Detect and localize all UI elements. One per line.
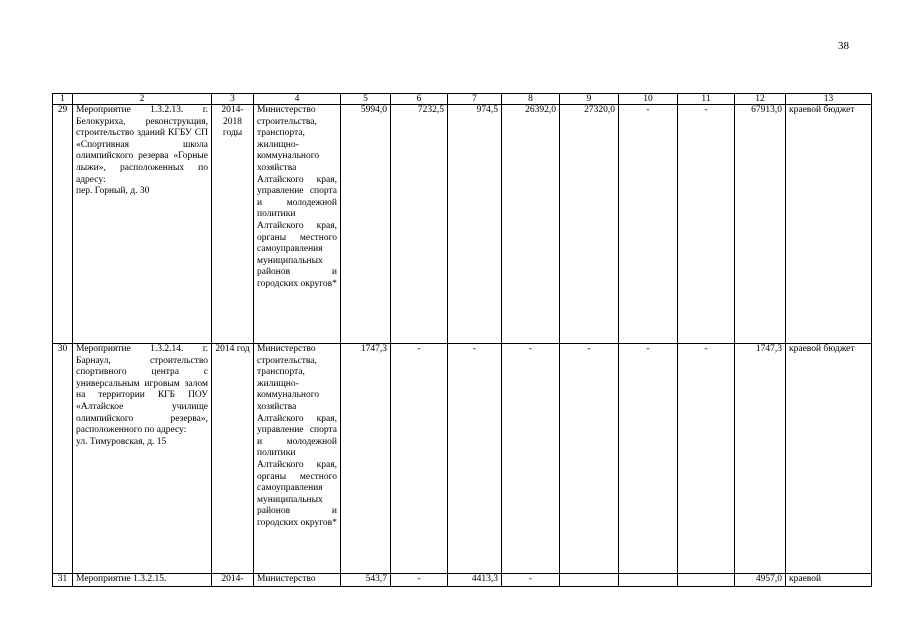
program-table — [52, 93, 872, 587]
event-name: Мероприятие 1.3.2.15. — [73, 574, 212, 587]
value-col8: 26392,0 — [502, 105, 560, 344]
row-number: 29 — [53, 105, 73, 344]
value-col7: 974,5 — [448, 105, 502, 344]
value-col10: - — [619, 105, 678, 344]
event-years: 2014-2018 годы — [212, 105, 254, 344]
value-col7: 4413,3 — [448, 574, 502, 587]
header-cell: 11 — [678, 94, 735, 105]
value-col7: - — [448, 344, 502, 574]
value-col10 — [619, 574, 678, 587]
event-name: Мероприятие 1.3.2.14. г. Барнаул, строительство спортивного центра с универсальным игровым залом на территории КГБ ПОУ «Алтайское училище олимпийского резерва», расположенного по адресу: ул. Тимуровская, д. 15 — [73, 344, 212, 574]
header-cell: 7 — [448, 94, 502, 105]
header-cell: 4 — [254, 94, 341, 105]
funding-source: краевой бюджет — [786, 344, 872, 574]
header-cell: 6 — [391, 94, 448, 105]
value-col5: 1747,3 — [341, 344, 391, 574]
row-number: 30 — [53, 344, 73, 574]
header-cell: 12 — [735, 94, 786, 105]
value-col6: 7232,5 — [391, 105, 448, 344]
table-row — [53, 344, 872, 574]
header-cell: 1 — [53, 94, 73, 105]
executor: Министерство — [254, 574, 341, 587]
value-col11: - — [678, 105, 735, 344]
header-cell: 13 — [786, 94, 872, 105]
value-col12-total: 4957,0 — [735, 574, 786, 587]
row-number: 31 — [53, 574, 73, 587]
column-number-row — [53, 94, 872, 105]
event-name: Мероприятие 1.3.2.13. г. Белокуриха, реконструкция, строительство зданий КГБУ СП «Спортивная школа олимпийского резерва «Горные лыжи», расположенных по адресу: пер. Горный, д. 30 — [73, 105, 212, 344]
value-col6: - — [391, 344, 448, 574]
value-col6: - — [391, 574, 448, 587]
table-row — [53, 574, 872, 587]
header-cell: 9 — [560, 94, 619, 105]
header-cell: 10 — [619, 94, 678, 105]
value-col11: - — [678, 344, 735, 574]
value-col12-total: 67913,0 — [735, 105, 786, 344]
value-col5: 543,7 — [341, 574, 391, 587]
event-years: 2014 год — [212, 344, 254, 574]
header-cell: 3 — [212, 94, 254, 105]
value-col10: - — [619, 344, 678, 574]
page-number: 38 — [838, 40, 849, 52]
value-col9 — [560, 574, 619, 587]
funding-source: краевой бюджет — [786, 105, 872, 344]
header-cell: 2 — [73, 94, 212, 105]
header-cell: 8 — [502, 94, 560, 105]
value-col8: - — [502, 344, 560, 574]
value-col11 — [678, 574, 735, 587]
executor: Министерство строительства, транспорта, жилищно-коммунального хозяйства Алтайского края, управление спорта и молодежной политики Алтайского края, органы местного самоуправления муниципальных районов и городских округов* — [254, 344, 341, 574]
table-row — [53, 105, 872, 344]
value-col5: 5994,0 — [341, 105, 391, 344]
header-cell: 5 — [341, 94, 391, 105]
event-years: 2014- — [212, 574, 254, 587]
executor: Министерство строительства, транспорта, жилищно-коммунального хозяйства Алтайского края, управление спорта и молодежной политики Алтайского края, органы местного самоуправления муниципальных районов и городских округов* — [254, 105, 341, 344]
value-col8: - — [502, 574, 560, 587]
funding-source: краевой — [786, 574, 872, 587]
value-col9: - — [560, 344, 619, 574]
value-col9: 27320,0 — [560, 105, 619, 344]
value-col12-total: 1747,3 — [735, 344, 786, 574]
